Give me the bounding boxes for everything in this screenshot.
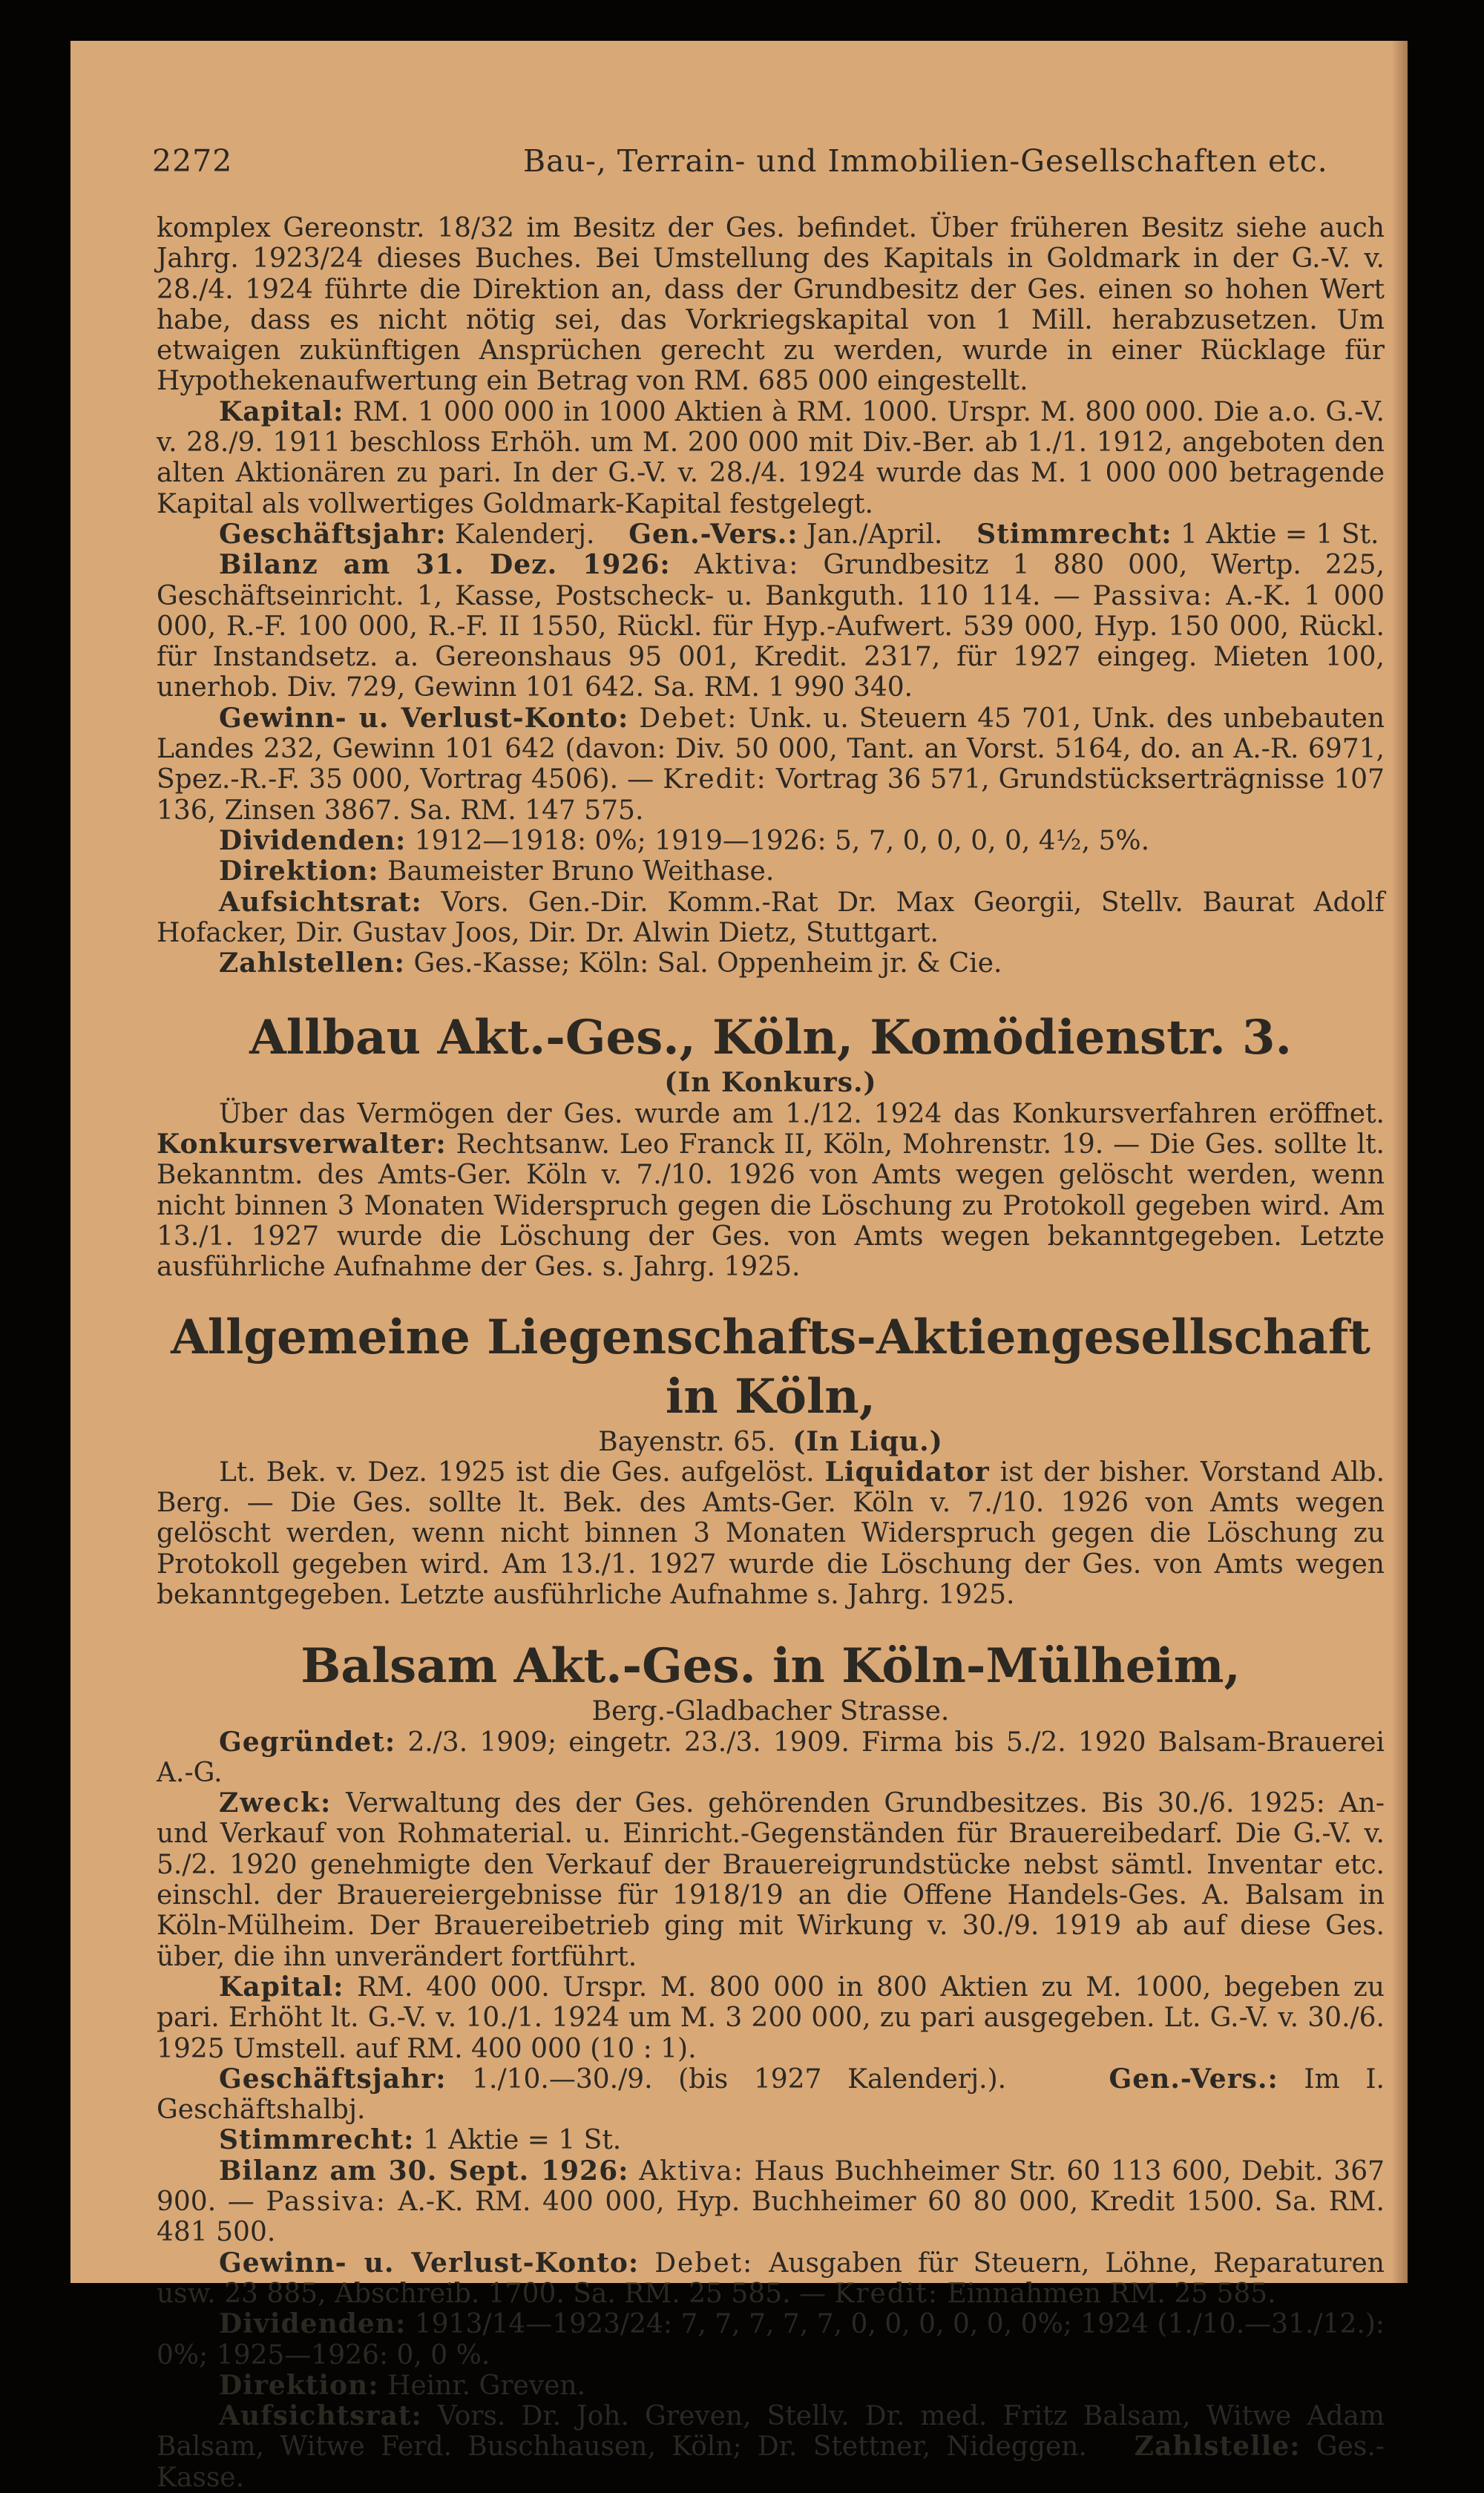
allgemeine-body	[157, 1457, 1385, 1610]
balsam-stimmrecht-text: 1 Aktie = 1 St.	[422, 2125, 622, 2156]
balsam-stimmrecht-paragraph	[157, 2125, 1385, 2155]
allbau-heading: Allbau Akt.-Ges., Köln, Komödienstr. 3.	[249, 1010, 1292, 1066]
balsam-heading: Balsam Akt.-Ges. in Köln-Mülheim,	[301, 1638, 1241, 1695]
kredit-label: Kredit:	[663, 764, 767, 795]
bilanz-paragraph	[157, 550, 1385, 703]
allgemeine-text-1: Lt. Bek. v. Dez. 1925 ist die Ges. aufgelöst.	[219, 1456, 815, 1488]
aufsichtsrat-label: Aufsichtsrat:	[219, 886, 422, 918]
kapital-text: RM. 1 000 000 in 1000 Aktien à RM. 1000. Urspr. M. 800 000. Die a.o. G.-V. v. 28./9. 1911 beschloss Erhöh. um M. 200 000 mit Div.-Ber. ab 1./1. 1912, angeboten den alten Aktionären zu pari. In der G.-V. v. 28./4. 1924 wurde das M. 1 000 000 betragende Kapital als vollwertiges Goldmark-Kapital festgelegt.	[157, 396, 1385, 519]
balsam-kredit-label: Kredit:	[834, 2278, 939, 2309]
zweck-text: Verwaltung des der Ges. gehörenden Grundbesitzes. Bis 30./6. 1925: An- und Verkauf von Rohmaterial. u. Einricht.-Gegenständen für Brauereibedarf. Die G.-V. v. 5./2. 1920 genehmigte den Verkauf der Brauereigrundstücke nebst sämtl. Inventar etc. einschl. der Brauereiergebnisse für 1918/19 an die Offene Handels-Ges. A. Balsam in Köln-Mülheim. Der Brauereibetrieb ging mit Wirkung v. 30./9. 1919 ab auf diese Ges. über, die ihn unverändert fortführt.	[157, 1788, 1385, 1972]
balsam-dividenden-paragraph	[157, 2309, 1385, 2371]
kredit-text: Vortrag 36 571, Grundstückserträgnisse 107 136, Zinsen 3867. Sa. RM. 147 575.	[157, 764, 1385, 826]
liquidator-label: Liquidator	[824, 1456, 990, 1488]
balsam-kredit-text: Einnahmen RM. 25 585.	[947, 2278, 1276, 2309]
geschaeftsjahr-label: Geschäftsjahr:	[219, 518, 447, 550]
balsam-aktiva-label: Aktiva:	[639, 2155, 744, 2187]
allbau-text-1: Über das Vermögen der Ges. wurde am 1./12. 1924 das Konkursverfahren eröffnet.	[219, 1098, 1385, 1129]
dividenden-paragraph	[157, 826, 1385, 856]
balsam-direktion-label: Direktion:	[219, 2369, 379, 2401]
balsam-aktiva-text: Haus Buchheimer Str. 60 113 600, Debit. 367 900. —	[157, 2155, 1385, 2218]
dividenden-text: 1912—1918: 0%; 1919—1926: 5, 7, 0, 0, 0, 0, 4½, 5%.	[414, 825, 1150, 856]
balsam-geschaeftsjahr-text: 1./10.—30./9. (bis 1927 Kalenderj.).	[472, 2063, 1007, 2095]
allgemeine-entry	[157, 1308, 1385, 1611]
debet-text: Unk. u. Steuern 45 701, Unk. des unbebauten Landes 232, Gewinn 101 642 (davon: Div. 50 000, Tant. an Vorst. 5164, do. an A.-R. 6971, Spez.-R.-F. 35 000, Vortrag 4506). —	[157, 703, 1385, 795]
page-number: 2272	[152, 143, 233, 179]
balsam-aufsichtsrat-paragraph	[157, 2401, 1385, 2493]
balsam-address: Berg.-Gladbacher Strasse.	[591, 1696, 950, 1727]
balsam-guv-label: Gewinn- u. Verlust-Konto:	[219, 2247, 640, 2279]
balsam-geschaeftsjahr-label: Geschäftsjahr:	[219, 2063, 447, 2095]
balsam-zahlstelle-text: Ges.-Kasse.	[157, 2431, 1385, 2493]
balsam-zahlstelle-label: Zahlstelle:	[1134, 2431, 1301, 2463]
gegruendet-label: Gegründet:	[219, 1726, 396, 1758]
genvers-label: Gen.-Vers.:	[628, 518, 798, 550]
zahlstellen-text: Ges.-Kasse; Köln: Sal. Oppenheim jr. & Cie.	[413, 948, 1002, 979]
continued-paragraph: komplex Gereonstr. 18/32 im Besitz der Ges. befindet. Über früheren Besitz siehe auch Jahrg. 1923/24 dieses Buches. Bei Umstellung des Kapitals in Goldmark in der G.-V. v. 28./4. 1924 führte die Direktion an, dass der Grundbesitz der Ges. einen so hohen Wert habe, dass es nicht nötig sei, das Vorkriegskapital von 1 Mill. herabzusetzen. Um etwaigen zukünftigen Ansprüchen gerecht zu werden, wurde in einer Rücklage für Hypothekenaufwertung ein Betrag von RM. 685 000 eingestellt.	[157, 213, 1385, 397]
balsam-dividenden-label: Dividenden:	[219, 2308, 407, 2340]
aufsichtsrat-text: Vors. Gen.-Dir. Komm.-Rat Dr. Max Georgii, Stellv. Baurat Adolf Hofacker, Dir. Gustav Joos, Dir. Dr. Alwin Dietz, Stuttgart.	[157, 887, 1385, 948]
allbau-text-2: Rechtsanw. Leo Franck II, Köln, Mohrenstr. 19. — Die Ges. sollte lt. Bekanntm. des Amts-Ger. Köln v. 7./10. 1926 von Amts wegen gelöscht werden, wenn nicht binnen 3 Monaten Widerspruch gegen die Löschung zu Protokoll gegeben wird. Am 13./1. 1927 wurde die Löschung der Ges. von Amts wegen bekanntgegeben. Letzte ausführliche Aufnahme der Ges. s. Jahrg. 1925.	[157, 1129, 1385, 1283]
direktion-label: Direktion:	[219, 855, 379, 887]
running-title: Bau-, Terrain- und Immobilien-Gesellschaften etc.	[523, 143, 1328, 179]
zweck-paragraph	[157, 1788, 1385, 1972]
gegruendet-text: 2./3. 1909; eingetr. 23./3. 1909. Firma bis 5./2. 1920 Balsam-Brauerei A.-G.	[157, 1727, 1385, 1788]
allbau-entry	[157, 1008, 1385, 1282]
balsam-stimmrecht-label: Stimmrecht:	[219, 2124, 415, 2156]
balsam-guv-paragraph	[157, 2248, 1385, 2310]
page-edge-shadow	[1391, 41, 1408, 2283]
allgemeine-address-line	[157, 1427, 1385, 1457]
gegruendet-paragraph	[157, 1727, 1385, 1789]
balsam-debet-label: Debet:	[654, 2247, 754, 2279]
debet-label: Debet:	[639, 703, 738, 734]
page-header	[152, 143, 1399, 188]
stimmrecht-text: 1 Aktie = 1 St.	[1180, 519, 1379, 550]
passiva-label: Passiva:	[1092, 580, 1214, 611]
dividenden-label: Dividenden:	[219, 824, 407, 856]
balsam-genvers-label: Gen.-Vers.:	[1109, 2063, 1278, 2095]
guv-label: Gewinn- u. Verlust-Konto:	[219, 702, 629, 734]
allgemeine-status: (In Liqu.)	[792, 1425, 943, 1457]
balsam-debet-text: Ausgaben für Steuern, Löhne, Reparaturen usw. 23 885, Abschreib. 1700. Sa. RM. 25 585. —	[157, 2247, 1385, 2309]
balsam-kapital-paragraph	[157, 1972, 1385, 2064]
balsam-dividenden-text: 1913/14—1923/24: 7, 7, 7, 7, 7, 0, 0, 0, 0, 0, 0%; 1924 (1./10.—31./12.): 0%; 1925—1926: 0, 0 %.	[157, 2309, 1385, 2371]
passiva-text: A.-K. 1 000 000, R.-F. 100 000, R.-F. II 1550, Rückl. für Hyp.-Aufwert. 539 000, Hyp. 150 000, Rückl. für Instandsetz. a. Gereonshaus 95 001, Kredit. 2317, für 1927 eingeg. Mieten 100, unerhob. Div. 729, Gewinn 101 642. Sa. RM. 1 990 340.	[157, 580, 1385, 703]
balsam-entry	[157, 1637, 1385, 2493]
balsam-passiva-text: A.-K. RM. 400 000, Hyp. Buchheimer 60 80 000, Kredit 1500. Sa. RM. 481 500.	[157, 2187, 1385, 2248]
section-spacer	[157, 1283, 1385, 1308]
allbau-status-line	[157, 1068, 1385, 1098]
aufsichtsrat-paragraph	[157, 887, 1385, 949]
section-spacer	[157, 1610, 1385, 1637]
page-content	[157, 213, 1385, 2493]
geschaeftsjahr-paragraph	[157, 519, 1385, 550]
direktion-text: Baumeister Bruno Weithase.	[387, 856, 775, 887]
allgemeine-text-2: ist der bisher. Vorstand Alb. Berg. — Die Ges. sollte lt. Bek. des Amts-Ger. Köln v. 7./10. 1926 von Amts wegen gelöscht werden, wenn nicht binnen 3 Monaten Widerspruch gegen die Löschung zu Protokoll gegeben wird. Am 13./1. 1927 wurde die Löschung der Ges. von Amts wegen bekanntgegeben. Letzte ausführliche Aufnahme s. Jahrg. 1925.	[157, 1456, 1385, 1610]
balsam-kapital-label: Kapital:	[219, 1971, 344, 2003]
section-spacer	[157, 979, 1385, 1008]
balsam-bilanz-paragraph	[157, 2156, 1385, 2248]
allgemeine-heading: Allgemeine Liegenschafts-Aktiengesellschaft in Köln,	[171, 1309, 1370, 1425]
balsam-bilanz-label: Bilanz am 30. Sept. 1926:	[219, 2155, 629, 2187]
balsam-passiva-label: Passiva:	[266, 2187, 387, 2218]
bilanz-label: Bilanz am 31. Dez. 1926:	[219, 549, 671, 581]
genvers-text: Jan./April.	[806, 519, 943, 550]
direktion-paragraph	[157, 856, 1385, 887]
zahlstellen-label: Zahlstellen:	[219, 947, 405, 979]
book-page	[70, 41, 1408, 2493]
geschaeftsjahr-text: Kalenderj.	[454, 519, 595, 550]
kapital-paragraph	[157, 397, 1385, 519]
zweck-label: Zweck:	[219, 1787, 332, 1819]
kapital-label: Kapital:	[219, 395, 344, 427]
aktiva-text: Grundbesitz 1 880 000, Wertp. 225, Geschäftseinricht. 1, Kasse, Postscheck- u. Bankguth. 110 114. —	[157, 550, 1385, 611]
allbau-body	[157, 1099, 1385, 1283]
allbau-status: (In Konkurs.)	[664, 1067, 877, 1099]
balsam-aufsichtsrat-text: Vors. Dr. Joh. Greven, Stellv. Dr. med. Fritz Balsam, Witwe Adam Balsam, Witwe Ferd. Buschhausen, Köln; Dr. Stettner, Nideggen.	[157, 2401, 1385, 2463]
aktiva-label: Aktiva:	[694, 550, 800, 581]
balsam-geschaeftsjahr-paragraph	[157, 2064, 1385, 2126]
balsam-genvers-text: Im I. Geschäftshalbj.	[157, 2063, 1385, 2126]
balsam-aufsichtsrat-label: Aufsichtsrat:	[219, 2400, 422, 2432]
balsam-kapital-text: RM. 400 000. Urspr. M. 800 000 in 800 Aktien zu M. 1000, begeben zu pari. Erhöht lt. G.-V. v. 10./1. 1924 um M. 3 200 000, zu pari ausgegeben. Lt. G.-V. v. 30./6. 1925 Umstell. auf RM. 400 000 (10 : 1).	[157, 1971, 1385, 2064]
konkursverwalter-label: Konkursverwalter:	[157, 1129, 447, 1160]
previous-company-entry	[157, 213, 1385, 979]
stimmrecht-label: Stimmrecht:	[976, 518, 1172, 550]
guv-paragraph	[157, 703, 1385, 826]
zahlstellen-paragraph	[157, 948, 1385, 979]
allgemeine-address: Bayenstr. 65.	[598, 1426, 776, 1457]
balsam-direktion-paragraph	[157, 2371, 1385, 2401]
balsam-direktion-text: Heinr. Greven.	[387, 2370, 586, 2401]
